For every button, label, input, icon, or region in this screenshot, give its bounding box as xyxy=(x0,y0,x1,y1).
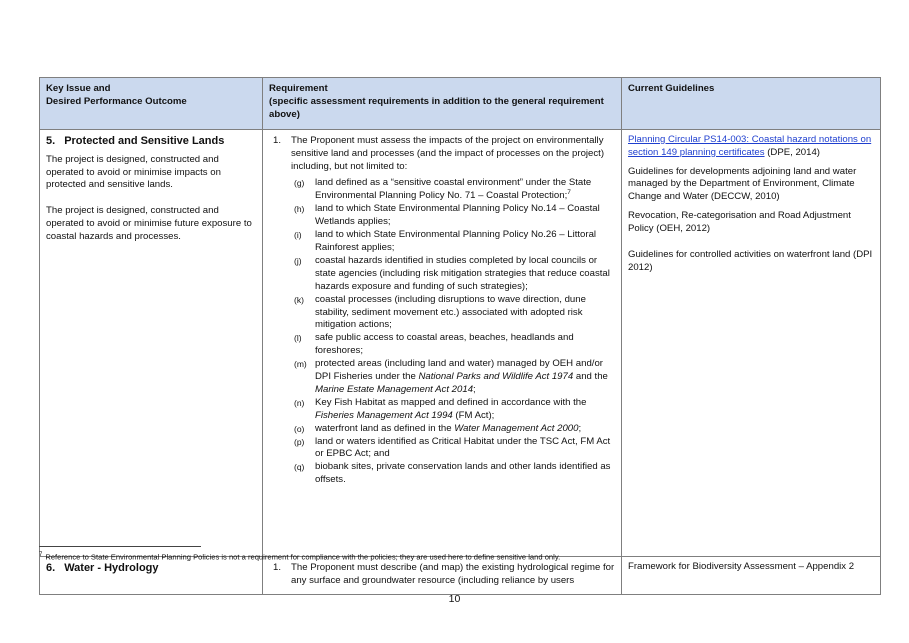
list-item: (j) coastal hazards identified in studies completed by local councils or state agencies (including risk mitigation strategies that reduce coastal hazards exposure and funding of such strategies); xyxy=(294,254,610,292)
requirement-text: The Proponent must assess the impacts of the project on environmentally sensitive land and processes (and the impact of processes on the project) including, but not limited to: xyxy=(291,134,605,172)
section5-guidelines-cell: Planning Circular PS14-003: Coastal hazard notations on section 149 planning certificates (DPE, 2014) Guidelines for developments adjoining land and water managed by the Department of Environment, Climate Change and Water (DECCW, 2010) Revocation, Re-categorisation and Road Adjustment Policy (OEH, 2012) Guidelines for controlled activities on waterfront land (DPI 2012) xyxy=(622,129,881,556)
guideline-text: Revocation, Re-categorisation and Road Adjustment Policy (OEH, 2012) xyxy=(628,210,851,235)
table-row xyxy=(40,556,881,594)
list-item: (k) coastal processes (including disruptions to wave direction, dune stability, sediment movement etc.) associated with adopted risk mitigation actions; xyxy=(294,293,586,331)
list-item: (m) protected areas (including land and water) managed by OEH and/or DPI Fisheries under the National Parks and Wildlife Act 1974 and the Marine Estate Management Act 2014; xyxy=(294,358,608,395)
section5-title: 5. Protected and Sensitive Lands xyxy=(46,134,225,147)
header-requirement: Requirement (specific assessment requirements in addition to the general requirement above) xyxy=(263,78,622,130)
section6-issue-cell xyxy=(40,556,263,594)
list-item: (h) land to which State Environmental Planning Policy No.14 – Coastal Wetlands applies; xyxy=(294,203,600,228)
section6-requirement-cell xyxy=(263,556,622,594)
list-item: (o) waterfront land as defined in the Water Management Act 2000; xyxy=(294,422,582,434)
guideline-text: Guidelines for controlled activities on waterfront land (DPI 2012) xyxy=(628,249,873,273)
planning-circular-link[interactable]: Planning Circular PS14-003: Coastal hazard notations on section 149 planning certificates xyxy=(628,133,872,158)
list-item: (n) Key Fish Habitat as mapped and defined in accordance with the Fisheries Management Act 1994 (FM Act); xyxy=(294,396,587,421)
table-header-row xyxy=(40,78,881,130)
outcome-text: The project is designed, constructed and operated to avoid or minimise future exposure to coastal hazards and processes. xyxy=(46,205,252,243)
requirement-item: 1. The Proponent must describe (and map) the existing hydrological regime for any surface and groundwater resource (including reliance by users xyxy=(273,561,615,586)
header-key-issue: Key Issue and Desired Performance Outcome xyxy=(40,78,263,130)
page-number: 10 xyxy=(448,593,461,605)
requirement-item: 1. The Proponent must assess the impacts of the project on environmentally sensitive land and processes (and the impact of processes on the project) including, but not limited to: (g) land defined as a “sensitive coastal environment” under the State Environmental Planning Policy No. 71 – Coastal Protection;$^7$ (h) land to which State Environmental Planning Policy No.14 – Coastal Wetlands applies; (i) land to which State Environmental Planning Policy No.26 – Littoral Rainforest applies; (j) coastal hazards identified in studies completed by local councils or state agencies (including risk mitigation strategies that reduce coastal hazards exposure and funding of such strategies); (k) coastal processes (including disruptions to wave direction, dune stability, sediment movement etc.) associated with adopted risk mitigation actions; (l) safe public access to coastal areas, beaches, headlands and foreshores; (m) protected areas (including land and water) managed by OEH and/or DPI Fisheries under the National Parks and Wildlife Act 1974 and the Marine Estate Management Act 2014; (n) Key Fish Habitat as mapped and defined in accordance with the Fisheries Management Act 1994 (FM Act); (o) waterfront land as defined in the Water Management Act 2000; (p) land or waters identified as Critical Habitat under the TSC Act, FM Act or EPBC Act; and (q) biobank sites, private conservation lands and other lands identified as offsets. xyxy=(269,135,615,487)
section5-requirement-cell xyxy=(263,129,622,556)
footnote-ref: 7 xyxy=(567,189,571,197)
footnote: $^7$ Reference to State Environmental Planning Policies is not a requirement for compliance with the policies; they are used here to define sensitive land only. xyxy=(39,552,561,562)
list-item: (q) biobank sites, private conservation lands and other lands identified as offsets. xyxy=(294,461,611,486)
list-item: (g) land defined as a “sensitive coastal environment” under the State Environmental Planning Policy No. 71 – Coastal Protection;$^7$ xyxy=(294,177,592,202)
requirements-table xyxy=(39,77,881,595)
guideline-text: Guidelines for developments adjoining land and water managed by the Department of Environment, Climate Change and Water (DECCW, 2010) xyxy=(628,165,857,203)
sub-requirement-list xyxy=(291,177,615,487)
table-row xyxy=(40,129,881,556)
list-item: (l) safe public access to coastal areas, beaches, headlands and foreshores; xyxy=(294,332,574,357)
footnote-divider xyxy=(39,546,201,547)
section5-issue-cell xyxy=(40,129,263,556)
list-item: (p) land or waters identified as Critical Habitat under the TSC Act, FM Act or EPBC Act; and xyxy=(294,435,611,460)
list-item: (i) land to which State Environmental Planning Policy No.26 – Littoral Rainforest applies; xyxy=(294,229,597,253)
section6-title: 6. Water - Hydrology xyxy=(46,561,159,574)
section6-guidelines-cell xyxy=(622,556,881,594)
header-guidelines: Current Guidelines xyxy=(622,78,881,130)
outcome-text: The project is designed, constructed and operated to avoid or minimise impacts on protected and sensitive lands. xyxy=(46,153,221,191)
requirement-text: The Proponent must describe (and map) the existing hydrological regime for any surface and groundwater resource (including reliance by users xyxy=(291,561,615,586)
guideline-text: Framework for Biodiversity Assessment – Appendix 2 xyxy=(628,560,855,572)
